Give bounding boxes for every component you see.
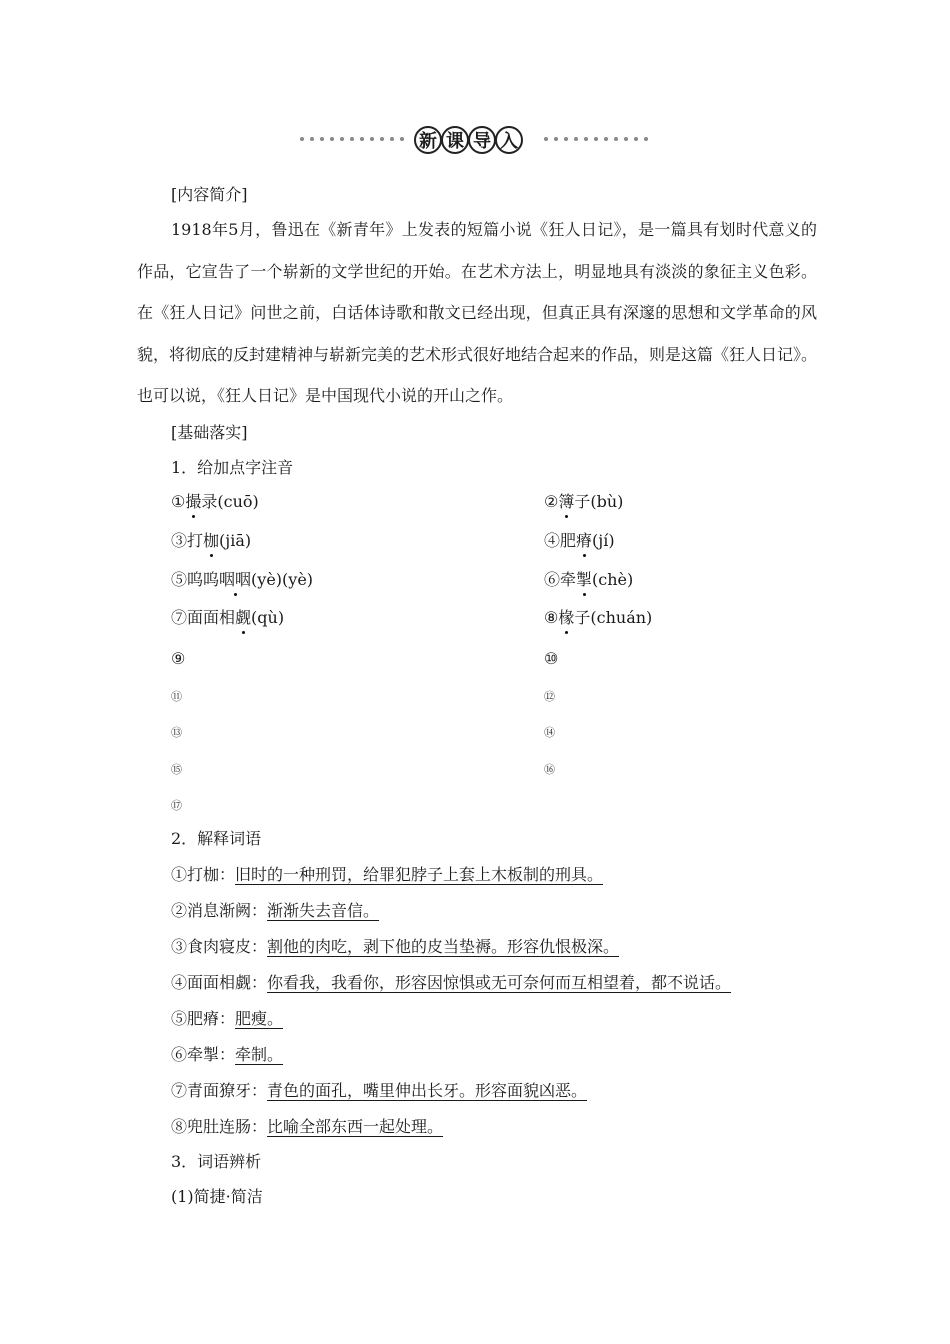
empty-item-number: ⑫ bbox=[544, 690, 555, 703]
basics-heading: [基础落实] bbox=[171, 423, 248, 442]
term: ⑧兜肚连肠： bbox=[171, 1117, 268, 1136]
empty-item-number: ⑭ bbox=[544, 726, 555, 739]
pinyin-item bbox=[171, 608, 284, 628]
intro-paragraph: 1918年5月，鲁迅在《新青年》上发表的短篇小说《狂人日记》，是一篇具有划时代意义的作品，它宣告了一个崭新的文学世纪的开始。在艺术方法上，明显地具有淡淡的象征主义色彩。在《狂人日记》问世之前，白话体诗歌和散文已经出现，但真正具有深邃的思想和文学革命的风貌，将彻底的反封建精神与崭新完美的艺术形式很好地结合起来的作品，则是这篇《狂人日记》。也可以说，《狂人日记》是中国现代小说的开山之作。 bbox=[137, 220, 818, 405]
item-number: ⑤ bbox=[171, 570, 188, 589]
definition: 你看我，我看你，形容因惊惧或无可奈何而互相望着，都不说话。 bbox=[267, 973, 732, 992]
definition-item bbox=[171, 1117, 457, 1137]
pinyin: (chè) bbox=[592, 570, 634, 589]
term: ②消息渐阙： bbox=[171, 901, 268, 920]
empty-item-number: ⑩ bbox=[544, 649, 559, 668]
dotted-char: 觑 bbox=[235, 608, 252, 627]
dotted-char: 簿 bbox=[558, 492, 575, 511]
term: ⑦青面獠牙： bbox=[171, 1081, 268, 1100]
q1-title: 1．给加点字注音 bbox=[171, 458, 294, 477]
definition: 割他的肉吃，剥下他的皮当垫褥。形容仇恨极深。 bbox=[267, 937, 620, 956]
definition-item bbox=[171, 901, 393, 921]
dotted-char: 掣 bbox=[576, 570, 593, 589]
banner-char: 课 bbox=[441, 126, 469, 154]
pinyin: (qù) bbox=[251, 608, 285, 627]
banner-char: 新 bbox=[414, 126, 442, 154]
term: ④面面相觑： bbox=[171, 973, 268, 992]
item-number: ⑦ bbox=[171, 608, 188, 627]
section-header bbox=[0, 124, 950, 160]
item-pre: 打 bbox=[187, 531, 204, 550]
empty-item-number: ⑬ bbox=[171, 726, 182, 739]
banner-char: 导 bbox=[468, 126, 496, 154]
q3-subitem: (1)简捷·简洁 bbox=[171, 1187, 263, 1206]
item-post: 子 bbox=[574, 608, 591, 627]
term: ⑤肥瘠： bbox=[171, 1009, 236, 1028]
item-pre: 呜呜 bbox=[187, 570, 220, 589]
dotted-char: 瘠 bbox=[576, 531, 593, 550]
item-number: ③ bbox=[171, 531, 188, 550]
q3-title: 3．词语辨析 bbox=[171, 1152, 262, 1171]
item-pre: 肥 bbox=[560, 531, 577, 550]
definition-item bbox=[171, 1009, 297, 1029]
item-number: ④ bbox=[544, 531, 561, 550]
item-number: ⑧ bbox=[544, 608, 559, 627]
pinyin-item bbox=[544, 608, 652, 628]
dotted-char: 撮 bbox=[185, 492, 202, 511]
definition-item bbox=[171, 973, 745, 993]
pinyin: (jiā) bbox=[219, 531, 252, 550]
item-post: 子 bbox=[574, 492, 591, 511]
pinyin-item bbox=[171, 492, 259, 512]
item-number: ⑥ bbox=[544, 570, 561, 589]
definition: 牵制。 bbox=[235, 1045, 284, 1064]
term: ①打枷： bbox=[171, 865, 236, 884]
item-number: ② bbox=[544, 492, 559, 511]
empty-item-number: ⑮ bbox=[171, 763, 182, 776]
definition-item bbox=[171, 1045, 297, 1065]
pinyin: (jí) bbox=[592, 531, 615, 550]
pinyin: (bù) bbox=[590, 492, 624, 511]
intro-heading: [内容简介] bbox=[171, 185, 248, 204]
definition: 比喻全部东西一起处理。 bbox=[267, 1117, 444, 1136]
banner-char: 入 bbox=[495, 126, 523, 154]
empty-item-number: ⑪ bbox=[171, 690, 182, 703]
term: ⑥牵掣： bbox=[171, 1045, 236, 1064]
empty-item-number: ⑨ bbox=[171, 649, 186, 668]
item-pre: 牵 bbox=[560, 570, 577, 589]
definition: 青色的面孔，嘴里伸出长牙。形容面貌凶恶。 bbox=[267, 1081, 588, 1100]
definition: 旧时的一种刑罚，给罪犯脖子上套上木板制的刑具。 bbox=[235, 865, 604, 884]
definition-item bbox=[171, 937, 633, 957]
definition-item bbox=[171, 1081, 601, 1101]
pinyin-item bbox=[171, 531, 251, 551]
q2-title: 2．解释词语 bbox=[171, 829, 262, 848]
definition: 渐渐失去音信。 bbox=[267, 901, 380, 920]
item-post: 录 bbox=[201, 492, 218, 511]
item-number: ① bbox=[171, 492, 186, 511]
dotted-char: 椽 bbox=[558, 608, 575, 627]
definition-item bbox=[171, 865, 617, 885]
empty-item-number: ⑰ bbox=[171, 799, 182, 812]
decorative-dots-left bbox=[300, 137, 410, 141]
pinyin-item bbox=[544, 570, 633, 590]
dotted-char: 枷 bbox=[203, 531, 220, 550]
pinyin: (yè)(yè) bbox=[251, 570, 314, 589]
pinyin-item bbox=[544, 492, 623, 512]
empty-item-number: ⑯ bbox=[544, 763, 555, 776]
decorative-dots-right bbox=[544, 137, 654, 141]
item-pre: 面面相 bbox=[187, 608, 236, 627]
pinyin: (cuō) bbox=[217, 492, 259, 511]
definition: 肥瘦。 bbox=[235, 1009, 284, 1028]
term: ③食肉寝皮： bbox=[171, 937, 268, 956]
pinyin-item bbox=[171, 570, 313, 590]
pinyin: (chuán) bbox=[590, 608, 653, 627]
dotted-char: 咽咽 bbox=[219, 570, 252, 589]
section-banner bbox=[414, 126, 522, 156]
pinyin-item bbox=[544, 531, 615, 551]
